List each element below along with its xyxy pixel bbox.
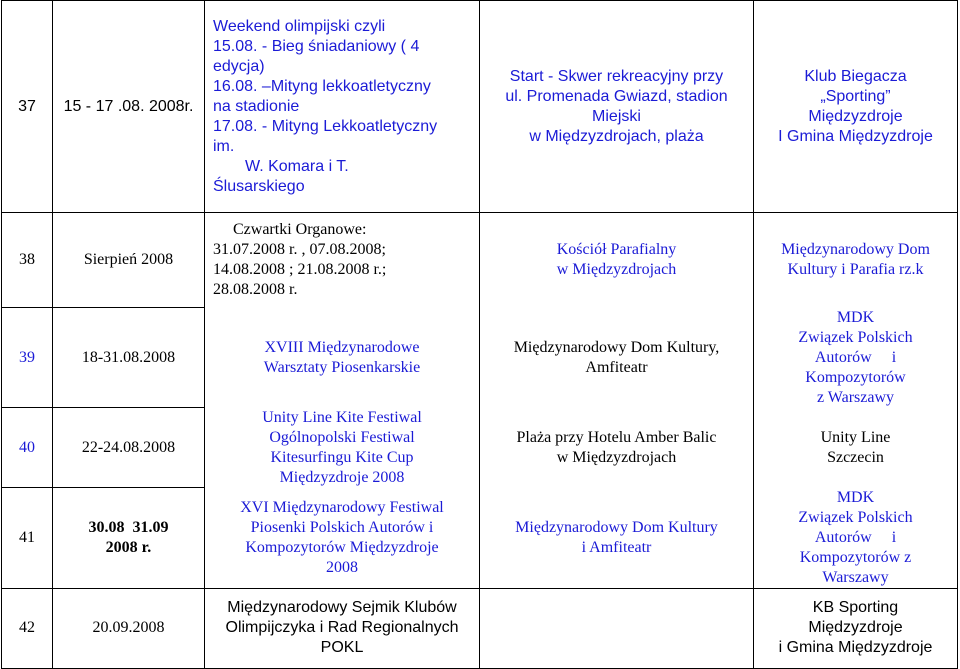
event-organizer xyxy=(754,588,958,668)
event-organizer xyxy=(754,488,958,589)
event-name xyxy=(205,588,480,668)
place-line: w Międzyzdrojach, plaża xyxy=(529,127,704,145)
event-line: 15.08. - Bieg śniadaniowy ( 4 xyxy=(213,37,420,55)
row-number: 37 xyxy=(2,1,53,213)
organizer-line: MDK xyxy=(836,308,875,326)
table-row-40 xyxy=(2,408,958,488)
place-line: Plaża przy Hotelu Amber Balic xyxy=(516,428,717,446)
table-row-42 xyxy=(2,588,958,668)
event-line: XVI Międzynarodowy Festiwal xyxy=(240,498,444,516)
place-line: Międzynarodowy Dom Kultury xyxy=(515,518,718,536)
place-line: Amfiteatr xyxy=(585,358,648,376)
organizer-line: Kompozytorów z xyxy=(799,548,912,566)
event-place xyxy=(480,308,754,408)
event-line: edycja) xyxy=(213,57,265,75)
place-line: Miejski xyxy=(592,107,641,125)
place-line: ul. Promenada Gwiazd, stadion xyxy=(505,87,728,105)
event-line: 17.08. - Mityng Lekkoatletyczny xyxy=(213,117,438,135)
organizer-line: Unity Line xyxy=(820,428,891,446)
organizer-line: MDK xyxy=(836,488,875,506)
event-line: 2008 xyxy=(326,558,358,576)
event-date: 22-24.08.2008 xyxy=(53,408,205,488)
organizer-line: Międzyzdroje xyxy=(808,107,903,125)
organizer-line: Szczecin xyxy=(827,448,884,466)
event-line: 28.08.2008 r. xyxy=(213,281,298,299)
event-line: Kompozytorów Międzyzdroje xyxy=(245,538,439,556)
event-date: 18-31.08.2008 xyxy=(53,308,205,408)
event-place xyxy=(480,408,754,488)
event-place xyxy=(480,588,754,668)
row-number: 41 xyxy=(2,488,53,589)
organizer-line: I Gmina Międzyzdroje xyxy=(778,127,933,145)
event-name xyxy=(205,408,480,488)
table-row-41 xyxy=(2,488,958,589)
organizer-line: Związek Polskich xyxy=(798,508,913,526)
event-date: 15 - 17 .08. 2008r. xyxy=(53,1,205,213)
place-line: Kościół Parafialny xyxy=(556,241,677,259)
table-row-38 xyxy=(2,213,958,308)
row-number: 42 xyxy=(2,588,53,668)
event-date xyxy=(53,488,205,589)
organizer-line: Międzyzdroje xyxy=(808,619,903,636)
organizer-line: Warszawy xyxy=(822,568,889,586)
event-place xyxy=(480,1,754,213)
event-organizer xyxy=(754,308,958,408)
organizer-line: z Warszawy xyxy=(816,388,895,406)
event-line: na stadionie xyxy=(213,97,300,115)
event-line: W. Komara i T. xyxy=(245,157,349,175)
event-line: im. xyxy=(213,137,235,155)
organizer-line: „Sporting” xyxy=(820,87,891,105)
event-organizer xyxy=(754,408,958,488)
row-number: 39 xyxy=(2,308,53,408)
place-line: Międzynarodowy Dom Kultury, xyxy=(513,338,720,356)
organizer-line: Związek Polskich xyxy=(798,328,913,346)
event-line: Kitesurfingu Kite Cup xyxy=(270,448,414,466)
event-name xyxy=(205,488,480,589)
event-line: 16.08. –Mityng lekkoatletyczny xyxy=(213,77,431,95)
organizer-line: Autorów i xyxy=(814,528,897,546)
event-date: 20.09.2008 xyxy=(53,588,205,668)
event-line: POKL xyxy=(320,639,364,656)
date-line: 2008 r. xyxy=(105,538,152,556)
event-line: 14.08.2008 ; 21.08.2008 r.; xyxy=(213,261,387,279)
event-line: XVIII Międzynarodowe xyxy=(264,338,420,356)
event-line: Ogólnopolski Festiwal xyxy=(269,428,415,446)
organizer-line: Kompozytorów xyxy=(805,368,906,386)
organizer-line: Autorów i xyxy=(814,348,897,366)
event-line: Międzyzdroje 2008 xyxy=(279,468,405,486)
row-number: 38 xyxy=(2,213,53,308)
event-place xyxy=(480,213,754,308)
event-line: Piosenki Polskich Autorów i xyxy=(250,518,434,536)
event-line: Międzynarodowy Sejmik Klubów xyxy=(227,599,457,616)
event-line: 31.07.2008 r. , 07.08.2008; xyxy=(213,241,386,259)
event-date: Sierpień 2008 xyxy=(53,213,205,308)
table-row-39 xyxy=(2,308,958,408)
organizer-line: Międzynarodowy Dom xyxy=(781,241,930,259)
place-line: w Międzyzdrojach xyxy=(556,448,677,466)
event-line: Warsztaty Piosenkarskie xyxy=(263,358,421,376)
event-line: Olimpijczyka i Rad Regionalnych xyxy=(225,619,459,636)
event-line: Weekend olimpijski czyli xyxy=(213,17,386,35)
event-name xyxy=(205,213,480,308)
event-name xyxy=(205,308,480,408)
organizer-line: Klub Biegacza xyxy=(804,67,907,85)
event-line: Ślusarskiego xyxy=(213,177,305,195)
place-line: Start - Skwer rekreacyjny przy xyxy=(509,67,724,85)
table-row-37 xyxy=(2,1,958,213)
event-place xyxy=(480,488,754,589)
organizer-line: i Gmina Międzyzdroje xyxy=(778,639,933,656)
event-organizer xyxy=(754,213,958,308)
event-line: Czwartki Organowe: xyxy=(233,221,367,239)
organizer-line: Kultury i Parafia rz.k xyxy=(787,261,924,279)
event-organizer xyxy=(754,1,958,213)
row-number: 40 xyxy=(2,408,53,488)
organizer-line: KB Sporting xyxy=(812,599,899,616)
event-line: Unity Line Kite Festiwal xyxy=(262,408,422,426)
event-name xyxy=(205,1,480,213)
events-table xyxy=(1,0,958,669)
place-line: w Międzyzdrojach xyxy=(556,261,677,279)
date-line: 30.08 31.09 xyxy=(88,518,169,536)
place-line: i Amfiteatr xyxy=(581,538,652,556)
